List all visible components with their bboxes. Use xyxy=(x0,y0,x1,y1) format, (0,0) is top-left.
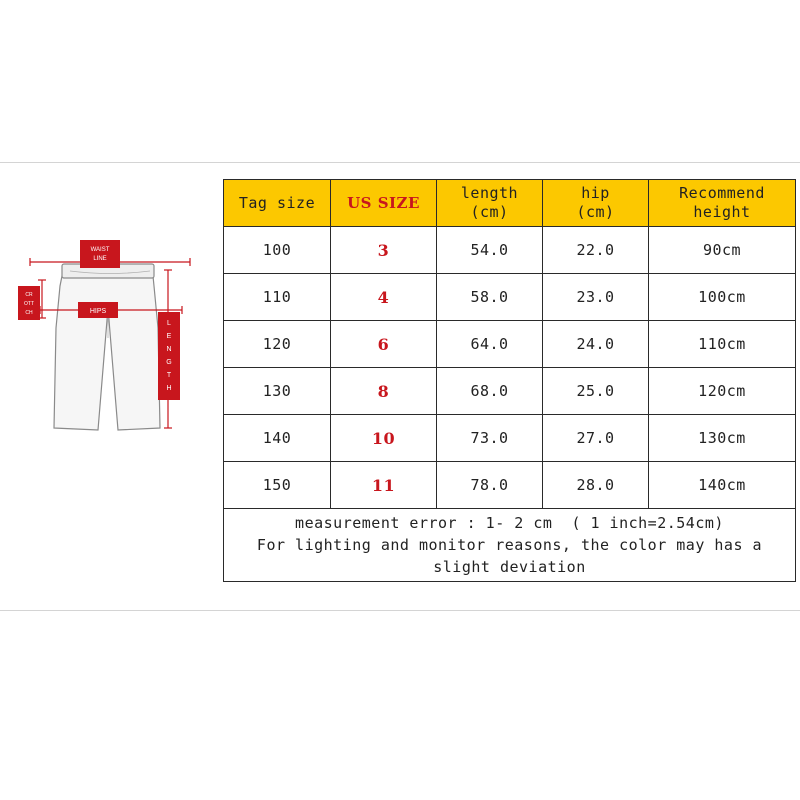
waist-label-text-1: WAIST xyxy=(90,247,110,253)
cell-us-size: 4 xyxy=(331,274,437,321)
cell-recommend-height: 140cm xyxy=(649,462,796,509)
header-hip xyxy=(543,180,649,227)
header-hip-line1: hip xyxy=(581,184,610,202)
crotch-label-text-2: OTT xyxy=(24,301,34,307)
measurement-error-note: measurement error : 1- 2 cm ( 1 inch=2.54cm) xyxy=(295,514,724,532)
length-letter: N xyxy=(166,346,172,353)
cell-length: 54.0 xyxy=(437,227,543,274)
cell-hip: 27.0 xyxy=(543,415,649,462)
cell-tag-size: 110 xyxy=(224,274,331,321)
table-header-row xyxy=(224,180,796,227)
cell-us-size: 10 xyxy=(331,415,437,462)
length-letter: T xyxy=(166,372,172,379)
size-chart-table xyxy=(223,179,796,582)
header-hip-line2: (cm) xyxy=(576,203,615,221)
pants-outline xyxy=(54,264,160,430)
cell-us-size: 11 xyxy=(331,462,437,509)
table-row xyxy=(224,415,796,462)
cell-length: 64.0 xyxy=(437,321,543,368)
crotch-label-text-1: CR xyxy=(25,292,33,298)
waist-label-text-2: LINE xyxy=(93,256,107,262)
header-recommend-height xyxy=(649,180,796,227)
cell-length: 78.0 xyxy=(437,462,543,509)
cell-recommend-height: 120cm xyxy=(649,368,796,415)
header-length xyxy=(437,180,543,227)
cell-length: 68.0 xyxy=(437,368,543,415)
cell-length: 73.0 xyxy=(437,415,543,462)
header-height-line1: Recommend xyxy=(679,184,765,202)
table-row xyxy=(224,321,796,368)
cell-us-size: 8 xyxy=(331,368,437,415)
bottom-divider-line xyxy=(0,610,800,611)
cell-recommend-height: 90cm xyxy=(649,227,796,274)
cell-us-size: 6 xyxy=(331,321,437,368)
table-row xyxy=(224,274,796,321)
cell-hip: 25.0 xyxy=(543,368,649,415)
cell-recommend-height: 100cm xyxy=(649,274,796,321)
header-height-line2: height xyxy=(693,203,751,221)
length-letter: G xyxy=(166,359,172,366)
cell-hip: 28.0 xyxy=(543,462,649,509)
table-row xyxy=(224,368,796,415)
pants-measurement-diagram xyxy=(0,178,222,478)
cell-hip: 23.0 xyxy=(543,274,649,321)
header-tag-size: Tag size xyxy=(224,180,331,227)
cell-tag-size: 100 xyxy=(224,227,331,274)
crotch-label-text-3: CH xyxy=(25,310,33,316)
cell-tag-size: 140 xyxy=(224,415,331,462)
cell-us-size: 3 xyxy=(331,227,437,274)
cell-tag-size: 130 xyxy=(224,368,331,415)
cell-recommend-height: 110cm xyxy=(649,321,796,368)
cell-tag-size: 120 xyxy=(224,321,331,368)
length-letter: E xyxy=(166,333,172,340)
length-letter: H xyxy=(166,385,172,392)
cell-tag-size: 150 xyxy=(224,462,331,509)
header-length-line2: (cm) xyxy=(470,203,509,221)
table-row xyxy=(224,462,796,509)
hips-label-text: HIPS xyxy=(89,308,107,315)
header-us-size: US SIZE xyxy=(331,180,437,227)
measurement-note xyxy=(224,509,796,582)
table-row xyxy=(224,227,796,274)
color-deviation-note: For lighting and monitor reasons, the color may has a slight deviation xyxy=(256,536,763,576)
cell-recommend-height: 130cm xyxy=(649,415,796,462)
cell-hip: 22.0 xyxy=(543,227,649,274)
cell-length: 58.0 xyxy=(437,274,543,321)
table-note-row xyxy=(224,509,796,582)
header-length-line1: length xyxy=(460,184,519,202)
cell-hip: 24.0 xyxy=(543,321,649,368)
top-divider-line xyxy=(0,162,800,163)
waist-label-box xyxy=(80,240,120,268)
length-letter: L xyxy=(167,320,171,327)
